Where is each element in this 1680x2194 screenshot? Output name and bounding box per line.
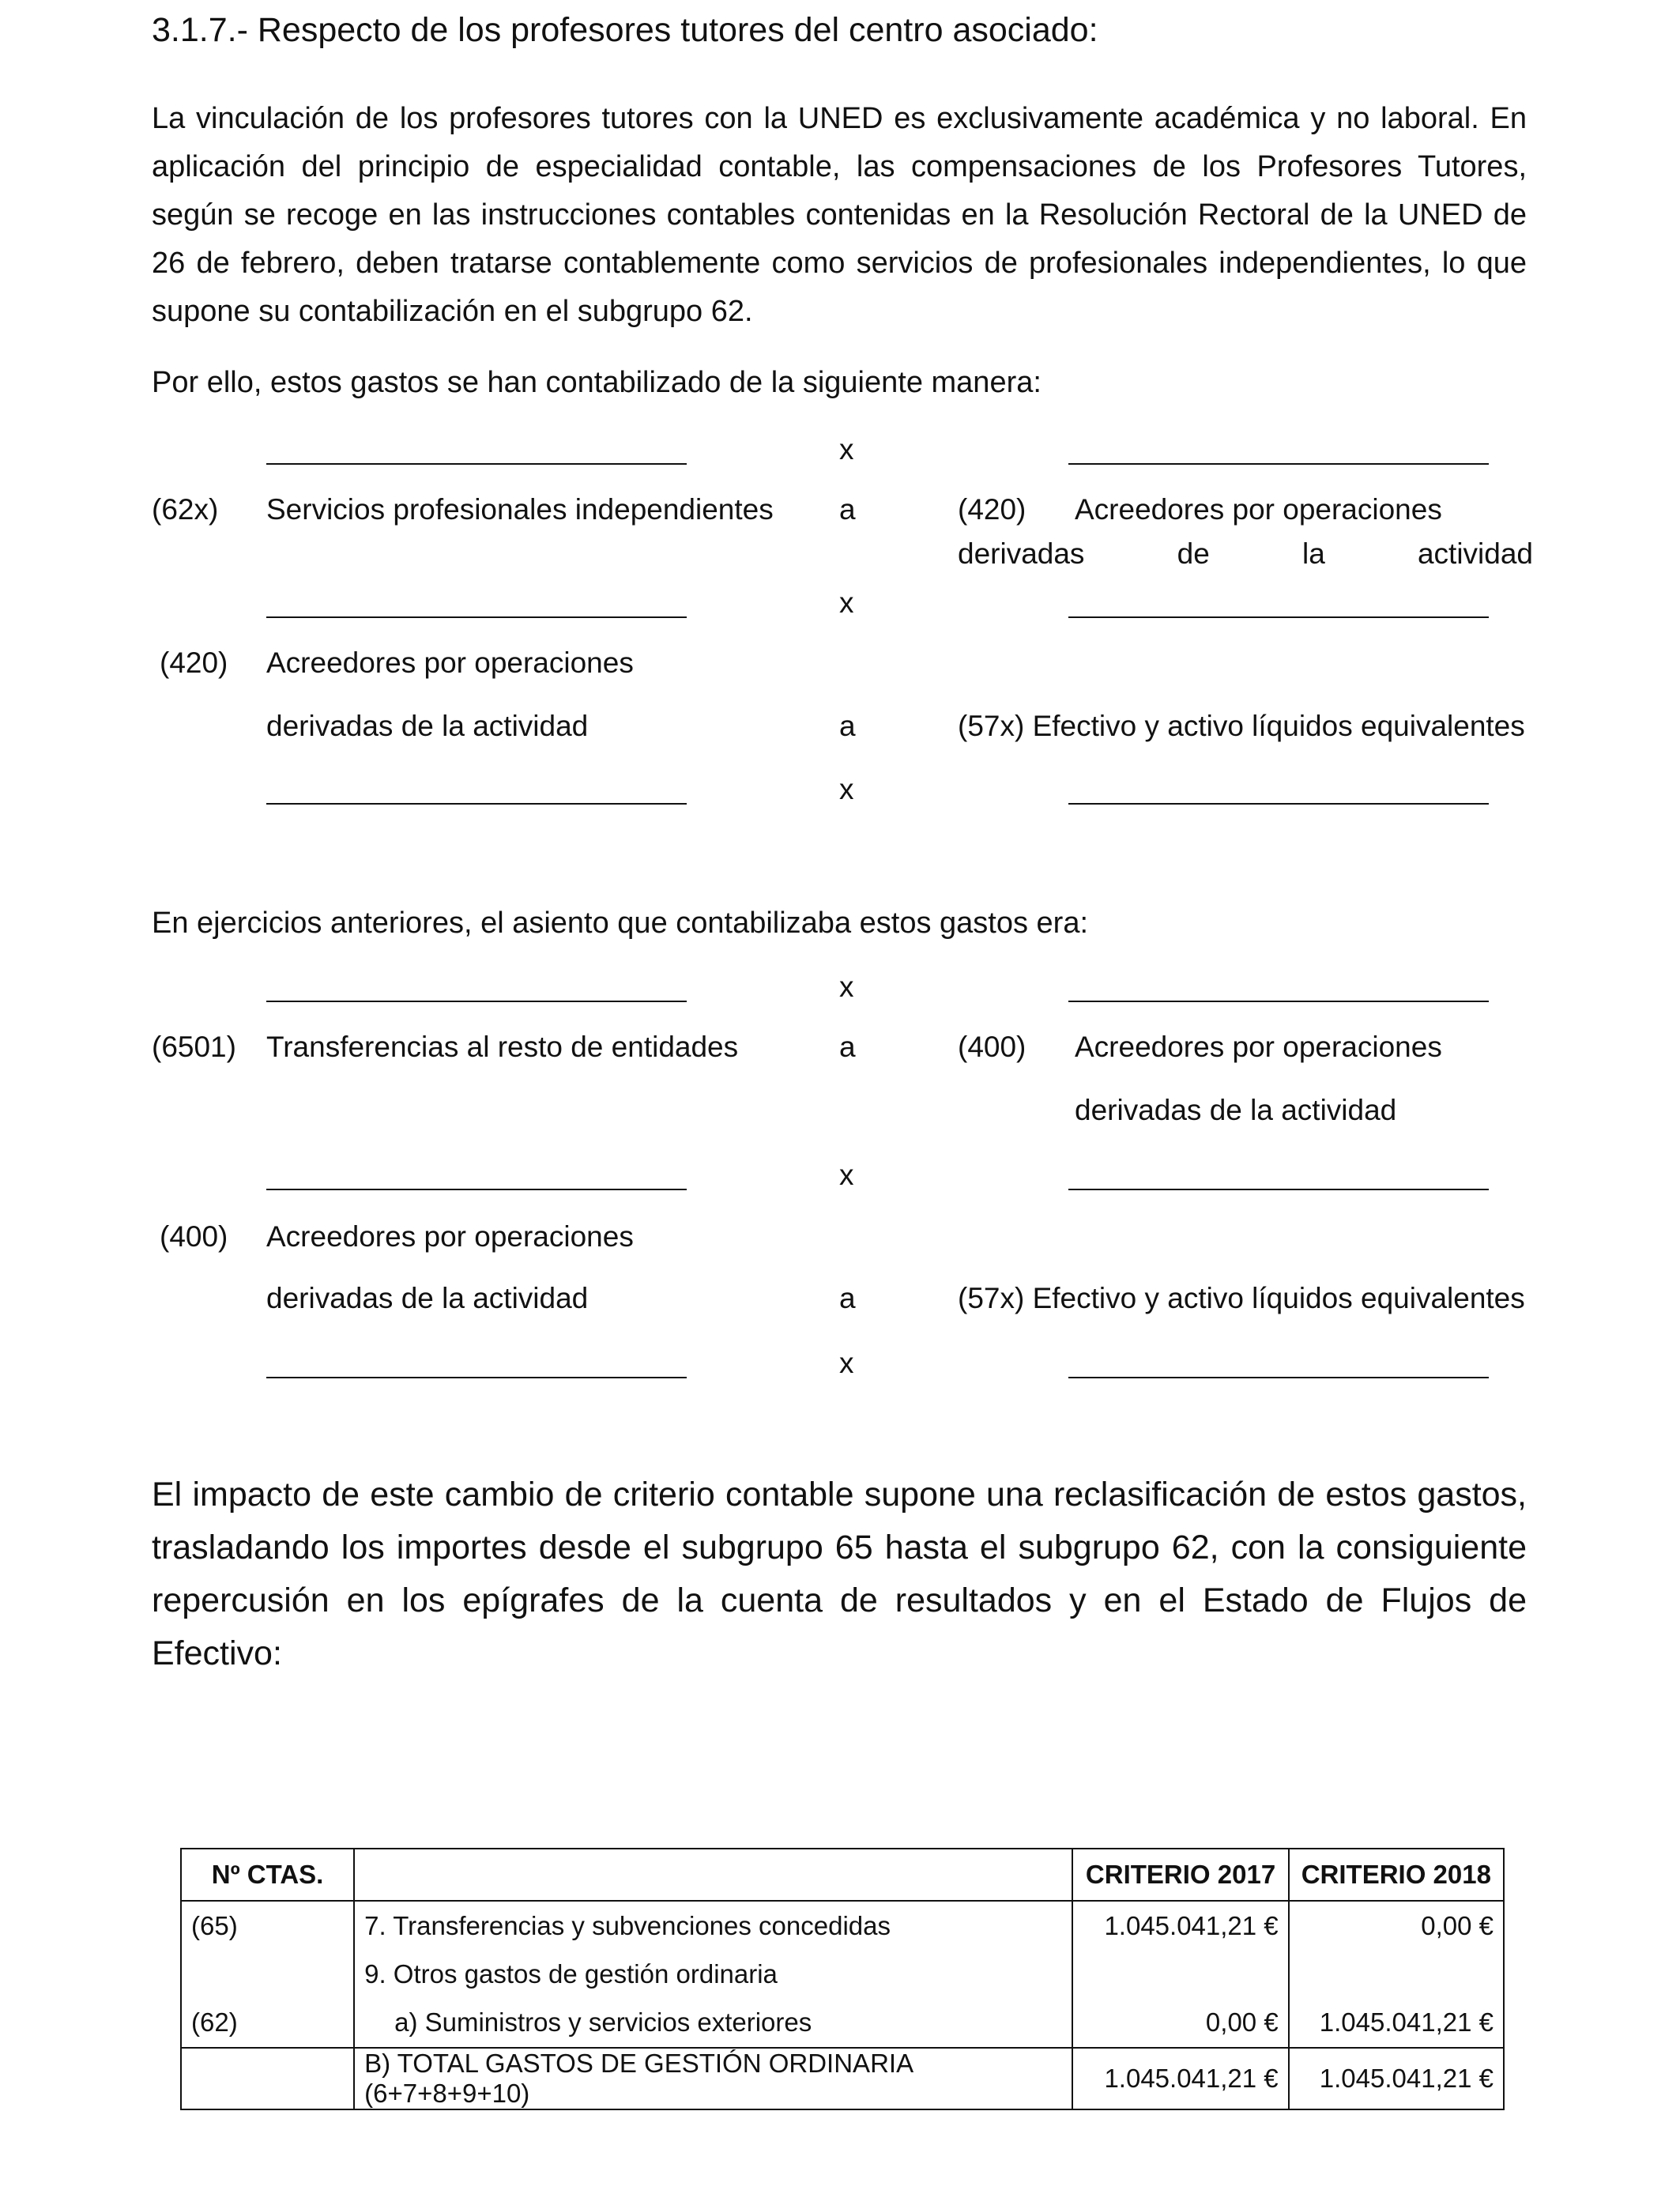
header-criterio-2017: CRITERIO 2017 [1072, 1849, 1288, 1901]
debit-account-name: Acreedores por operaciones [266, 1220, 634, 1253]
entry-separator-mark: x [839, 971, 854, 1003]
entry-connector: a [839, 1031, 856, 1063]
concept-cell: 7. Transferencias y subvenciones concedidas [354, 1901, 1072, 1951]
paragraph-impact: El impacto de este cambio de criterio contable supone una reclasificación de estos gastos, trasladando los importes desde el subgrupo 65 hasta el subgrupo 62, con la consiguiente repercusión en los epígrafes de la cuenta de resultados y en el Estado de Flujos de Efectivo: [152, 1476, 1527, 1672]
credit-account-name-continued [958, 537, 1533, 571]
entry-separator-line [1068, 463, 1489, 465]
value-2017-cell: 1.045.041,21 € [1072, 2048, 1288, 2109]
entry-separator-mark: x [839, 1159, 854, 1191]
entry-separator-line [266, 616, 687, 618]
debit-account-name: Transferencias al resto de entidades [266, 1031, 739, 1063]
entry-connector: a [839, 1282, 856, 1314]
credit-account-code: (400) [958, 1031, 1026, 1063]
table-row [181, 1998, 1504, 2048]
value-2017-cell: 1.045.041,21 € [1072, 1901, 1288, 1951]
debit-account-code: (400) [160, 1220, 228, 1253]
entry-separator-mark: x [839, 1347, 854, 1379]
word: de [1177, 537, 1210, 570]
debit-account-name-continued: derivadas de la actividad [266, 710, 589, 742]
value-2018-cell: 0,00 € [1289, 1901, 1504, 1951]
entry-separator-line [266, 1189, 687, 1190]
table-header-row [181, 1849, 1504, 1901]
entry-separator-line [1068, 803, 1489, 805]
value-2017-cell: 0,00 € [1072, 1998, 1288, 2048]
entry-separator-mark: x [839, 433, 854, 466]
account-cell [181, 2048, 354, 2109]
credit-account-name: Acreedores por operaciones [1075, 493, 1442, 526]
entry-separator-line [266, 1001, 687, 1002]
account-cell [181, 1951, 354, 1998]
entry-connector: a [839, 493, 856, 526]
value-2018-cell [1289, 1951, 1504, 1998]
word: derivadas [958, 537, 1085, 570]
debit-account-code: (62x) [152, 493, 219, 526]
account-cell: (65) [181, 1901, 354, 1951]
value-2017-cell [1072, 1951, 1288, 1998]
concept-cell: a) Suministros y servicios exteriores [354, 1998, 1072, 2048]
header-criterio-2018: CRITERIO 2018 [1289, 1849, 1504, 1901]
credit-account: (57x) Efectivo y activo líquidos equivalentes [958, 710, 1525, 742]
value-2018-cell: 1.045.041,21 € [1289, 2048, 1504, 2109]
credit-account: (57x) Efectivo y activo líquidos equivalentes [958, 1282, 1525, 1314]
entry-separator-line [1068, 1377, 1489, 1378]
debit-account-code: (420) [160, 647, 228, 679]
header-concept [354, 1849, 1072, 1901]
entry-separator-line [266, 1377, 687, 1378]
paragraph-previous-method: En ejercicios anteriores, el asiento que contabilizaba estos gastos era: [152, 907, 1089, 940]
entry-separator-line [266, 803, 687, 805]
paragraph-intro: La vinculación de los profesores tutores con la UNED es exclusivamente académica y no laboral. En aplicación del principio de especialidad contable, las compensaciones de los Profesores Tutores, según se recoge en las instrucciones contables contenidas en la Resolución Rectoral de la UNED de 26 de febrero, deben tratarse contablemente como servicios de profesionales independientes, lo que supone su contabilización en el subgrupo 62. [152, 102, 1527, 328]
credit-account-name: Acreedores por operaciones [1075, 1031, 1442, 1063]
header-accounts: Nº CTAS. [181, 1849, 354, 1901]
account-cell: (62) [181, 1998, 354, 2048]
entry-separator-line [1068, 616, 1489, 618]
debit-account-code: (6501) [152, 1031, 236, 1063]
credit-account-name-continued: derivadas de la actividad [1075, 1094, 1397, 1126]
section-heading: 3.1.7.- Respecto de los profesores tutores del centro asociado: [152, 11, 1098, 49]
table-row [181, 1951, 1504, 1998]
word: la [1301, 537, 1325, 570]
entry-connector: a [839, 710, 856, 742]
entry-separator-line [266, 463, 687, 465]
concept-cell: 9. Otros gastos de gestión ordinaria [354, 1951, 1072, 1998]
entry-separator-line [1068, 1189, 1489, 1190]
value-2018-cell: 1.045.041,21 € [1289, 1998, 1504, 2048]
entry-separator-mark: x [839, 586, 854, 619]
debit-account-name: Servicios profesionales independientes [266, 493, 774, 526]
concept-cell: B) TOTAL GASTOS DE GESTIÓN ORDINARIA (6+7+8+9+10) [354, 2048, 1072, 2109]
table-row [181, 1901, 1504, 1951]
word: actividad [1417, 537, 1533, 570]
entry-separator-line [1068, 1001, 1489, 1002]
credit-account-code: (420) [958, 493, 1026, 526]
debit-account-name: Acreedores por operaciones [266, 647, 634, 679]
paragraph-accounting-method: Por ello, estos gastos se han contabilizado de la siguiente manera: [152, 366, 1042, 399]
entry-separator-mark: x [839, 773, 854, 805]
debit-account-name-continued: derivadas de la actividad [266, 1282, 589, 1314]
table-total-row [181, 2048, 1504, 2109]
criteria-comparison-table [180, 1848, 1505, 2110]
